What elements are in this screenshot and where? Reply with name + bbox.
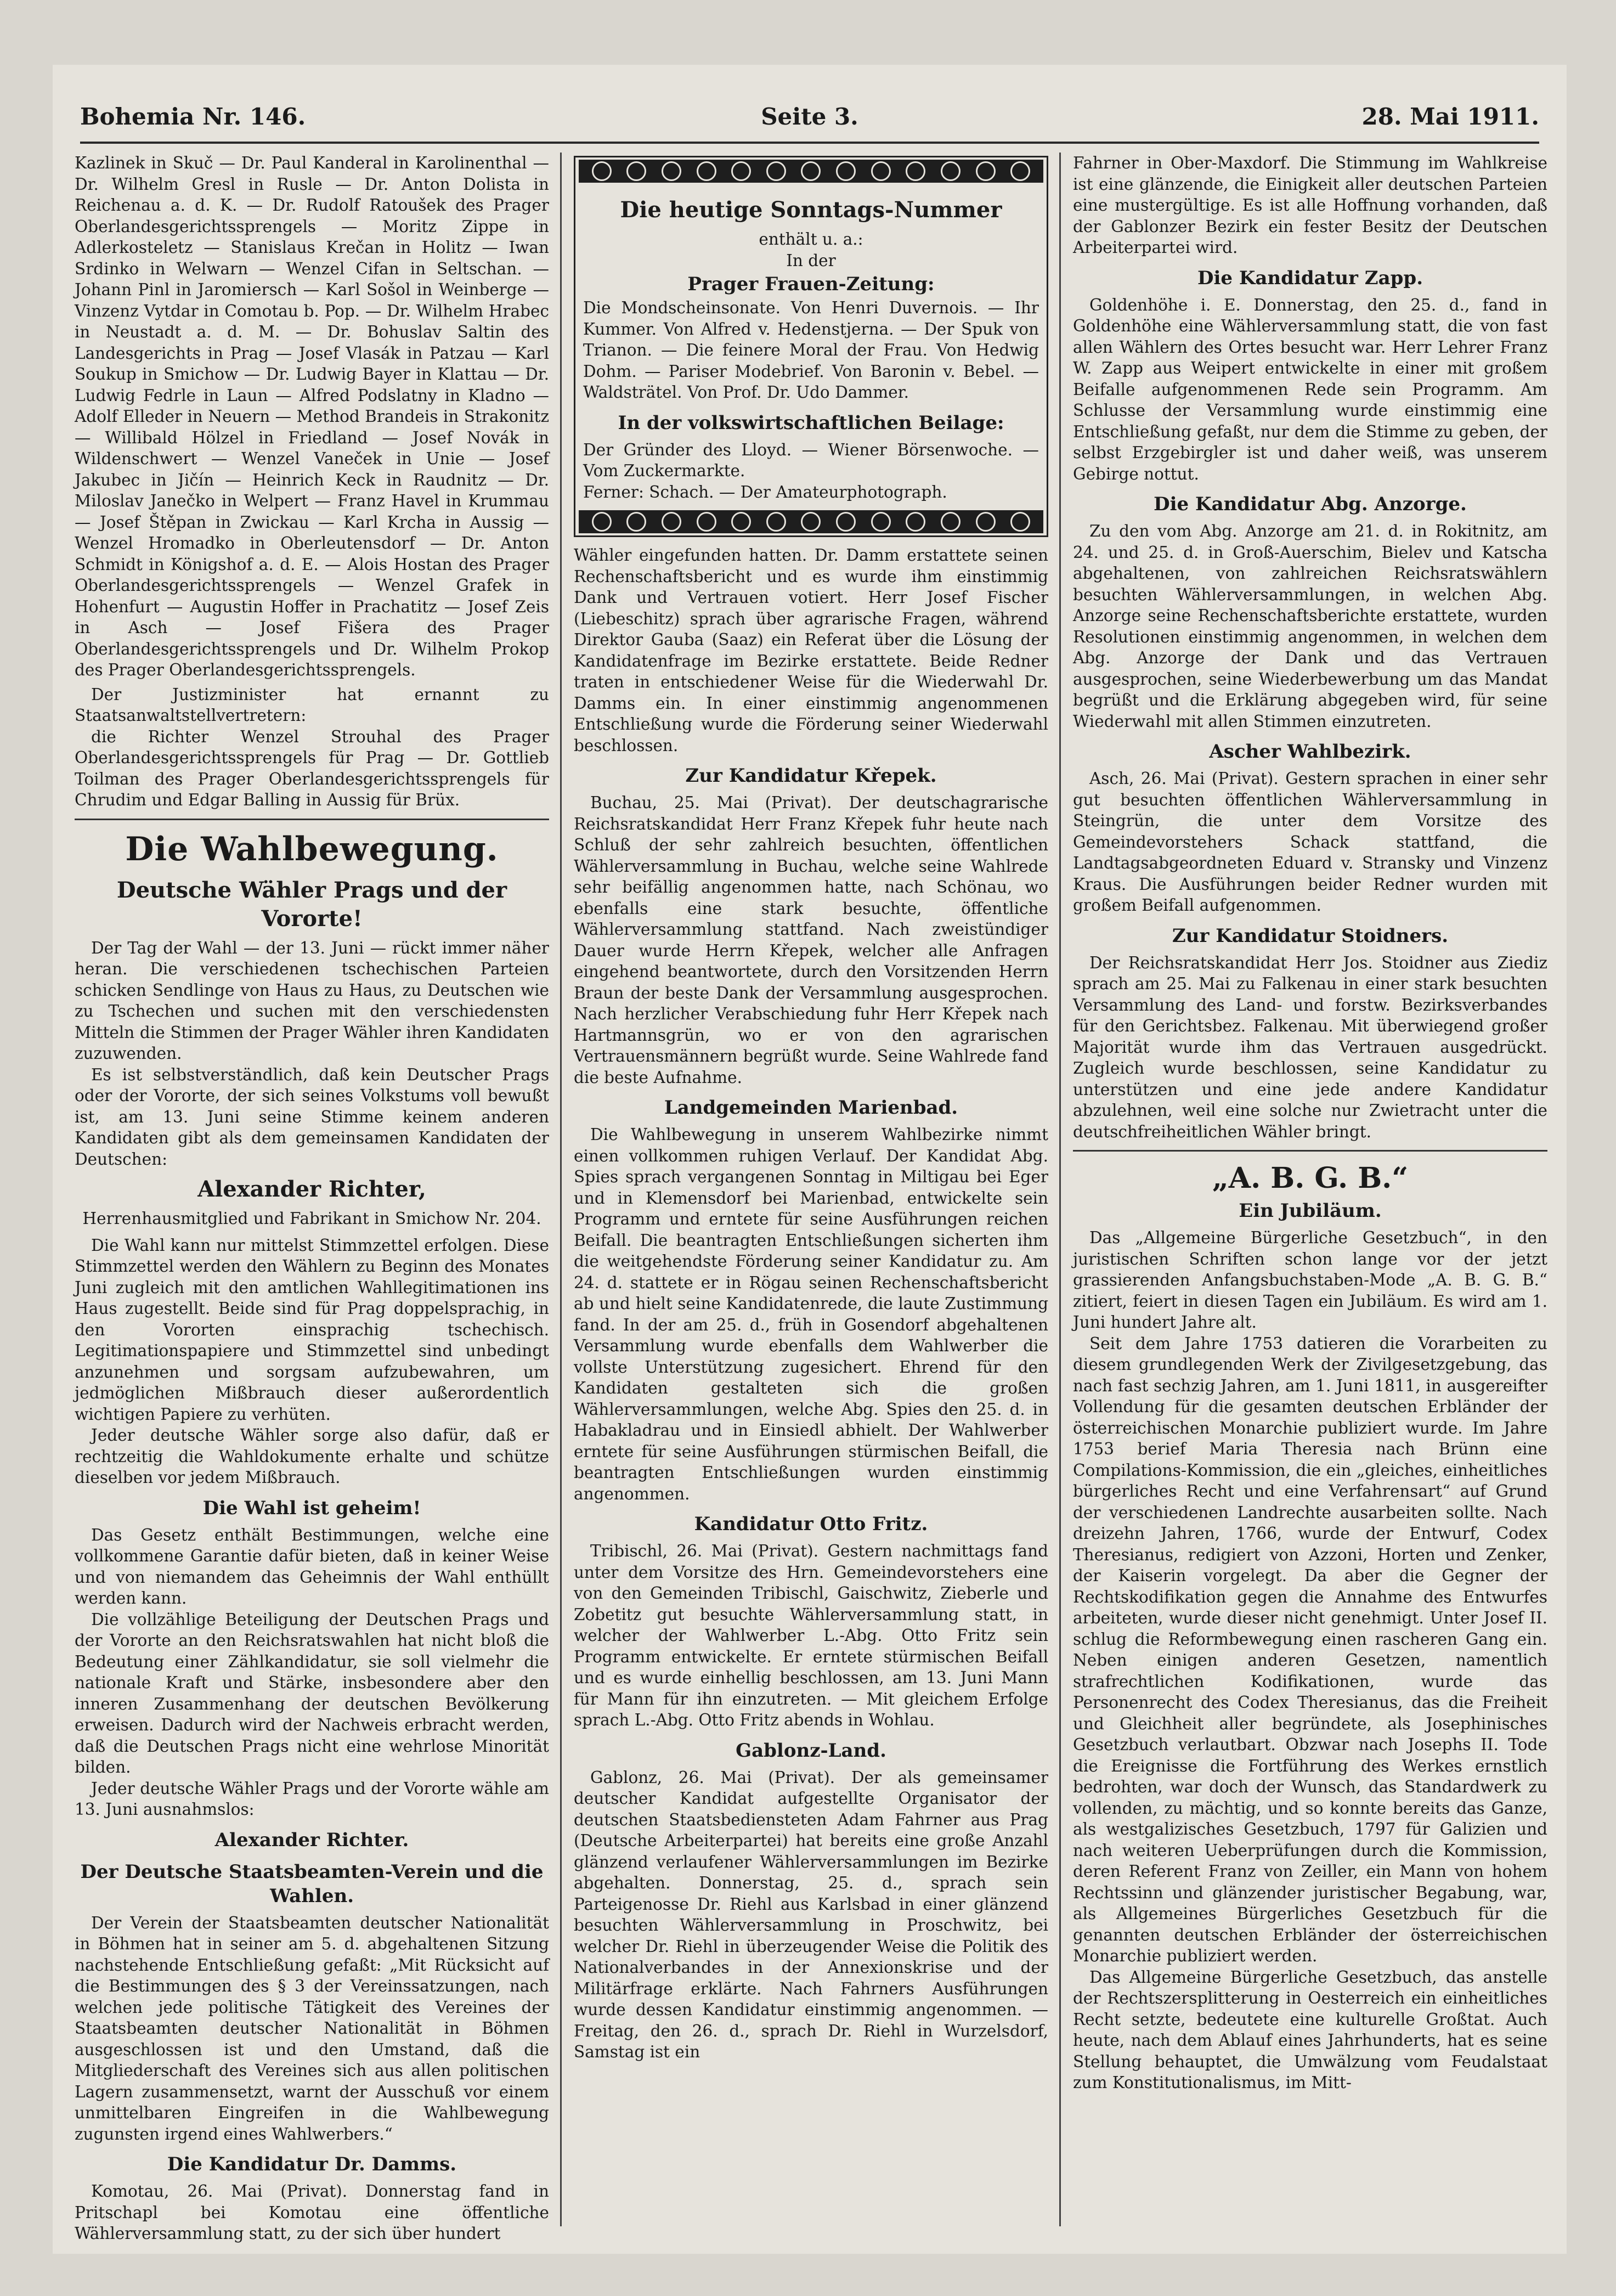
separator [1073,1150,1547,1152]
paragraph: Buchau, 25. Mai (Privat). Der deutschagrarische Reichsratskandidat Herr Franz Křepek fuhr heute nach Schluß der sehr zahlreich besuchten, öffentlichen Wählerversammlung in Buchau, welche seine Wahlrede sehr beifällig angenommen hatte, nach Schönau, wo ebenfalls eine stark besuchte, öffentliche Wählerversammlung stattfand. Nach zweistündiger Dauer wurde Herrn Křepek, welcher alle Anfragen eingehend beantwortete, durch den Vorsitzenden Herrn Braun der beste Dank der Versammlung ausgesprochen. Nach herzlicher Verabschiedung fuhr Herr Křepek nach Hartmannsgrün, wo er von den agrarischen Vertrauensmännern begrüßt wurde. Seine Wahlrede fand die beste Aufnahme. [574,793,1048,1087]
column-3 [1073,153,1547,2226]
heading: Der Deutsche Staatsbeamten-Verein und die Wahlen. [80,1860,544,1907]
box-beilage: In der volkswirtschaftlichen Beilage: [618,411,1004,434]
box-in: In der [786,251,836,270]
paragraph: Der Verein der Staatsbeamten deutscher Nationalität in Böhmen hat in seiner am 5. d. abgehaltenen Sitzung nachstehende Entschließung gefaßt: „Mit Rücksicht auf die Bestimmungen des § 3 der Vereinssatzungen, nach welchen jede politische Tätigkeit des Vereines der Staatsbeamten deutscher Nationalität in Böhmen ausgeschlossen ist und den Umstand, daß die Mitgliederschaft des Vereines sich aus allen politischen Lagern zusammensetzt, warnt der Ausschuß vor einem unmittelbaren Eingreifen in die Wahlbewegung zugunsten irgend eines Wahlwerbers.“ [75,1913,549,2143]
masthead-rule [80,142,1539,144]
paragraph: Der Reichsratskandidat Herr Jos. Stoidner aus Ziediz sprach am 25. Mai zu Falkenau in einer stark besuchten Versammlung des Land- und forstw. Bezirksverbandes für den Gerichtsbez. Falkenau. Mit überwiegend großer Majorität wurde ihm das Vertrauen ausgedrückt. Zugleich wurde beschlossen, seine Kandidatur zu unterstützen und eine jede andere Kandidatur abzulehnen, weil eine solche nur Zwietracht unter die deutschfreiheitlichen Wähler bringt. [1073,953,1547,1141]
separator [75,819,549,820]
paragraph: Tribischl, 26. Mai (Privat). Gestern nachmittags fand unter dem Vorsitze des Hrn. Gemeindevorstehers eine von den Gemeinden Tribischl, Gaischwitz, Zieberle und Zobetitz gut besuchte Wählerversammlung statt, in welcher der Wahlwerber L.-Abg. Otto Fritz sein Programm entwickelte. Er erntete stürmischen Beifall und es wurde einhellig beschlossen, am 13. Juni Mann für Mann für ihn einzutreten. — Mit gleichem Erfolge sprach L.-Abg. Otto Fritz abends in Wohlau. [574,1542,1048,1729]
masthead [80,103,1539,136]
masthead-issue: Bohemia Nr. 146. [80,103,306,130]
feature-subtitle: Ein Jubiläum. [1239,1200,1382,1222]
paragraph: Das Allgemeine Bürgerliche Gesetzbuch, das anstelle der Rechtszersplitterung in Oesterreich ein einheitliches Recht setzte, bedeutete eine kulturelle Großtat. Auch heute, nach dem Ablauf eines Jahrhunderts, hat es seine Stellung behauptet, die Umwälzung vom Feudalstaat zum Konstitutionalismus, im Mitt- [1073,1967,1547,2092]
column-1 [75,153,549,2243]
feature-title: „A. B. G. B.“ [1212,1161,1409,1195]
ornament-band [579,160,1043,183]
paragraph: Kazlinek in Skuč — Dr. Paul Kanderal in Karolinenthal — Dr. Wilhelm Gresl in Rusle — Dr. Anton Dolista in Reichenau a. d. K. — Dr. Rudolf Ratoušek des Prager Oberlandesgerichtssprengels — Moritz Zippe in Adlerkosteletz — Stanislaus Krečan in Holitz — Iwan Srdinko in Welwarn — Wenzel Cifan in Seltschan. — Johann Pinl in Jaromiersch — Karl Sošol in Weinberge — Vinzenz Vytdar in Comotau b. Pop. — Dr. Wilhelm Hrabec in Neustadt a. d. M. — Dr. Bohuslav Saltin des Landesgerichts in Prag — Josef Vlasák in Patzau — Karl Soukup in Smichow — Dr. Ludwig Bayer in Klattau — Dr. Ludwig Fedrle in Laun — Alfred Podslatny in Kladno — Adolf Elleder in Neuern — Method Brandeis in Strakonitz — Willibald Hölzel in Friedland — Josef Novák in Wildenschwert — Wenzel Vaneček in Unie — Josef Jakubec in Jičín — Heinrich Keck in Raudnitz — Dr. Miloslav Janečko in Welpert — Franz Havel in Krummau — Josef Štěpan in Zwickau — Karl Krcha in Aussig — Wenzel Hromadko in Oberleutensdorf — Dr. Anton Schmidt in Königshof a. d. E. — Alois Hostan des Prager Oberlandesgerichtssprengels — Wenzel Grafek in Hohenfurt — Augustin Hoffer in Prachatitz — Josef Zeis in Asch — Josef Fišera des Prager Oberlandesgerichtssprengels und Dr. Wilhelm Prokop des Prager Oberlandesgerichtssprengels. [75,154,549,679]
heading: Die Kandidatur Dr. Damms. [167,2153,457,2175]
paragraph: Jeder deutsche Wähler Prags und der Vororte wähle am 13. Juni ausnahmslos: [75,1779,549,1819]
paragraph: Gablonz, 26. Mai (Privat). Der als gemeinsamer deutscher Kandidat aufgestellte Organisator der deutschen Staatsbediensteten Adam Fahrner aus Prag (Deutsche Arbeiterpartei) hat bereits eine große Anzahl glänzend verlaufener Wählerversammlungen im Bezirke abgehalten. Donnerstag, 25. d., sprach sein Parteigenosse Dr. Riehl aus Karlsbad in einer glänzend besuchten Wählerversammlung in Proschwitz, bei welcher Dr. Riehl in überzeugender Weise die Politik des Nationalverbandes in der Annexionskrise und der Militärfrage erklärte. Nach Fahrners Ausführungen wurde dessen Kandidatur einstimmig angenommen. — Freitag, den 26. d., sprach Dr. Riehl in Wurzelsdorf, Samstag ist ein [574,1768,1048,2061]
section-subtitle: Deutsche Wähler Prags und der Vororte! [116,877,507,932]
heading: Landgemeinden Marienbad. [664,1097,958,1119]
heading: Gablonz-Land. [736,1739,886,1762]
paragraph: Das „Allgemeine Bürgerliche Gesetzbuch“, in den juristischen Schriften schon lange vor der jetzt grassierenden Anfangsbuchstaben-Mode „A. B. G. B.“ zitiert, feiert in diesen Tagen ein Jubiläum. Es wird am 1. Juni hundert Jahre alt. [1073,1228,1547,1332]
paragraph: Asch, 26. Mai (Privat). Gestern sprachen in einer sehr gut besuchten öffentlichen Wählerversammlung in Steingrün, die unter dem Vorsitze des Gemeindevorstehers Schack stattfand, die Landtagsabgeordneten Eduard v. Stransky und Vinzenz Kraus. Die Ausführungen beider Redner wurden mit großem Beifall aufgenommen. [1073,769,1547,915]
heading: Die Kandidatur Zapp. [1197,267,1423,289]
candidate-name: Alexander Richter, [197,1176,426,1202]
heading: Ascher Wahlbezirk. [1209,741,1411,763]
ornament-band [579,510,1043,533]
heading: Zur Kandidatur Křepek. [685,765,937,787]
masthead-page: Seite 3. [761,103,858,130]
paragraph: Komotau, 26. Mai (Privat). Donnerstag fand in Pritschapl bei Komotau eine öffentliche Wählerversammlung statt, zu der sich über hundert [75,2182,549,2243]
paragraph: Die Wahlbewegung in unserem Wahlbezirke nimmt einen vollkommen ruhigen Verlauf. Der Kandidat Abg. Spies sprach vergangenen Sonntag in Miltigau bei Eger und in Klemensdorf bei Marienbad, entwickelte sein Programm und erntete für seine Ausführungen reichen Beifall. Die beantragten Entschließungen sicherten ihm die weitgehendste Förderung seiner Kandidatur zu. Am 24. d. stattete er in Rögau seinen Rechenschaftsbericht ab und hielt seine Kandidatenrede, die laute Zustimmung fand. In der am 25. d., früh in Gosendorf abgehaltenen Versammlung wurde ebenfalls dem Wahlwerber die vollste Unterstützung zugesichert. Ehrend für den Kandidaten gestalteten sich die großen Wählerversammlungen, welche Abg. Spies den 25. d. in Habakladrau und in Einsiedl abhielt. Der Wahlwerber erntete für seine Ausführungen stürmischen Beifall, die beantragten Entschließungen wurden einstimmig angenommen. [574,1125,1048,1503]
paragraph: Das Gesetz enthält Bestimmungen, welche eine vollkommene Garantie dafür bieten, daß in keiner Weise und von niemandem das Geheimnis der Wahl enthüllt werden kann. [75,1525,549,1607]
paragraph: Die Wahl kann nur mittelst Stimmzettel erfolgen. Diese Stimmzettel werden den Wählern zu Beginn des Monates Juni zugleich mit den amtlichen Wahllegitimationen ins Haus zugestellt. Beide sind für Prag doppelsprachig, in den Vororten einsprachig tschechisch. Legitimationspapiere und Stimmzettel sind unbedingt anzunehmen und sorgsam aufzubewahren, um jedmöglichen Mißbrauch dieser außerordentlich wichtigen Papiere zu verhüten. [75,1236,549,1424]
sunday-issue-box [574,156,1048,537]
candidate-name: Alexander Richter. [214,1829,409,1851]
heading: Kandidatur Otto Fritz. [694,1513,928,1535]
heading: Zur Kandidatur Stoidners. [1172,924,1449,947]
heading: Die Kandidatur Abg. Anzorge. [1154,493,1467,515]
masthead-date: 28. Mai 1911. [1361,103,1539,130]
paragraph: Seit dem Jahre 1753 datieren die Vorarbeiten zu diesem grundlegenden Werk der Zivilgesetzgebung, das nach fast sechzig Jahren, am 1. Juni 1811, in ausgereifter Vollendung für die gesamten deutschen Erbländer der österreichischen Monarchie publiziert wurde. Im Jahre 1753 berief Maria Theresia nach Brünn eine Compilations-Kommission, die ein „gleiches, einheitliches bürgerliches Recht und eine Verfahrensart“ auf Grund der verschiedenen Landrechte ausarbeiten sollte. Nach dreizehn Jahren, 1766, wurde der Entwurf, Codex Theresianus, redigiert von Azzoni, Horten und Zenker, der Kaiserin vorgelegt. Da aber die Gegner der Rechtskodifikation gegen die Annahme des Entwurfes arbeiteten, wurde dieser nicht genehmigt. Unter Josef II. schlug die Reformbewegung einen rascheren Gang ein. Neben einigen anderen Gesetzen, namentlich strafrechtlichen Kodifikationen, wurde das Personenrecht des Codex Theresianus, das die Freiheit und Gleichheit aller begründete, als Josephinisches Gesetzbuch verlautbart. Obzwar nach Josephs II. Tode die Ereignisse die Fortführung des Werkes ernstlich bedrohten, war doch der Wunsch, das Standardwerk zu vollenden, zu mächtig, und so konnte bereits das Ganze, als westgalizisches Gesetzbuch, 1797 für Galizien und nach weiteren Ueberprüfungen durch die Kommission, deren Referent Franz von Zeiller, ein Mann von hohem Rechtssinn und glänzender juristischer Begabung, war, als Allgemeines Bürgerliches Gesetzbuch für die genannten deutschen Erbländer der österreichischen Monarchie publiziert werden. [1073,1334,1547,1965]
paragraph: Der Justizminister hat ernannt zu Staatsanwaltstellvertretern: [75,685,549,725]
box-paper: Prager Frauen-Zeitung: [687,273,935,295]
column-2 [574,153,1048,2226]
paragraph: Zu den vom Abg. Anzorge am 21. d. in Rokitnitz, am 24. und 25. d. in Groß-Auerschim, Bielev und Katscha abgehaltenen, von zahlreichen Reichsratswählern besuchten Wählerversammlungen, in welchen Abg. Anzorge seine Rechenschaftsberichte erstattete, wurden Resolutionen einstimmig angenommen, in welchen dem Abg. Anzorge der Dank und das Vertrauen ausgesprochen, seine Wiederbewerbung um das Mandat begrüßt und die Erklärung abgegeben wird, für seine Wiederwahl mit allen Stimmen einzutreten. [1073,522,1547,731]
paragraph: Fahrner in Ober-Maxdorf. Die Stimmung im Wahlkreise ist eine glänzende, die Einigkeit aller deutschen Parteien eine mustergültige. Es ist alle Hoffnung vorhanden, daß der Gablonzer Bezirk ein fester Besitz der Deutschen Arbeiterpartei wird. [1073,154,1547,257]
column-divider [560,153,562,2226]
candidate-description: Herrenhausmitglied und Fabrikant in Smichow Nr. 204. [82,1209,541,1228]
paragraph: Wähler eingefunden hatten. Dr. Damm erstattete seinen Rechenschaftsbericht und es wurde ihm einstimmig Dank und Vertrauen votiert. Herr Josef Fischer (Liebeschitz) sprach über agrarische Fragen, während Direktor Gauba (Saaz) ein Referat über die Lösung der Kandidatenfrage im Bezirke erstattete. Beide Redner traten in entschiedener Weise für die Wiederwahl Dr. Damms ein. In einer einstimmig angenommenen Entschließung wurde die Förderung seiner Wiederwahl beschlossen. [574,546,1048,755]
box-subtitle: enthält u. a.: [759,230,863,249]
paragraph: die Richter Wenzel Strouhal des Prager Oberlandesgerichtssprengels für Prag — Dr. Gottlieb Toilman des Prager Oberlandesgerichtssprengels für Chrudim und Edgar Balling in Aussig für Brüx. [75,727,549,809]
box-ferner: Ferner: Schach. — Der Amateurphotograph. [583,482,947,501]
paragraph: Es ist selbstverständlich, daß kein Deutscher Prags oder der Vororte, der sich seines Volkstums voll bewußt ist, am 13. Juni seine Stimme keinem anderen Kandidaten gibt als dem gemeinsamen Kandidaten der Deutschen: [75,1065,549,1169]
paragraph: Die vollzählige Beteiligung der Deutschen Prags und der Vororte an den Reichsratswahlen hat nicht bloß die Bedeutung einer Zählkandidatur, sie soll vielmehr die nationale Kraft und Stärke, insbesondere aber den inneren Zusammenhang der deutschen Bevölkerung erweisen. Dadurch wird der Nachweis erbracht werden, daß die Deutschen Prags nicht eine wehrlose Minorität bilden. [75,1610,549,1776]
paragraph: Goldenhöhe i. E. Donnerstag, den 25. d., fand in Goldenhöhe eine Wählerversammlung statt, die von fast allen Wählern des Ortes besucht war. Herr Lehrer Franz W. Zapp aus Weipert entwickelte in einer mit großem Beifalle aufgenommenen Rede sein Programm. Am Schlusse der Versammlung wurde einstimmig eine Entschließung gefaßt, nur dem die Stimme zu geben, der selbst Erzgebirgler ist und daher weiß, was unserem Gebirge nottut. [1073,295,1547,483]
column-divider [1059,153,1061,2226]
box-items: Der Gründer des Lloyd. — Wiener Börsenwoche. — Vom Zuckermarkte. [583,440,1039,480]
paragraph: Jeder deutsche Wähler sorge also dafür, daß er rechtzeitig die Wahldokumente erhalte und schütze dieselben vor jedem Mißbrauch. [75,1426,549,1487]
box-items: Die Mondscheinsonate. Von Henri Duvernois. — Ihr Kummer. Von Alfred v. Hedenstjerna. — Der Spuk von Trianon. — Die feinere Moral der Frau. Von Hedwig Dohm. — Pariser Modebrief. Von Baronin v. Bebel. — Waldsträtel. Von Prof. Dr. Udo Dammer. [583,298,1039,402]
newspaper-page [53,65,1567,2254]
heading: Die Wahl ist geheim! [202,1497,421,1519]
box-title: Die heutige Sonntags-Nummer [620,197,1002,223]
paragraph: Der Tag der Wahl — der 13. Juni — rückt immer näher heran. Die verschiedenen tschechischen Parteien schicken Sendlinge von Haus zu Haus, zu Deutschen wie zu Tschechen und suchen mit den verschiedensten Mitteln die Stimmen der Prager Wähler ihren Kandidaten zuzuwenden. [75,938,549,1063]
section-title: Die Wahlbewegung. [125,830,499,868]
